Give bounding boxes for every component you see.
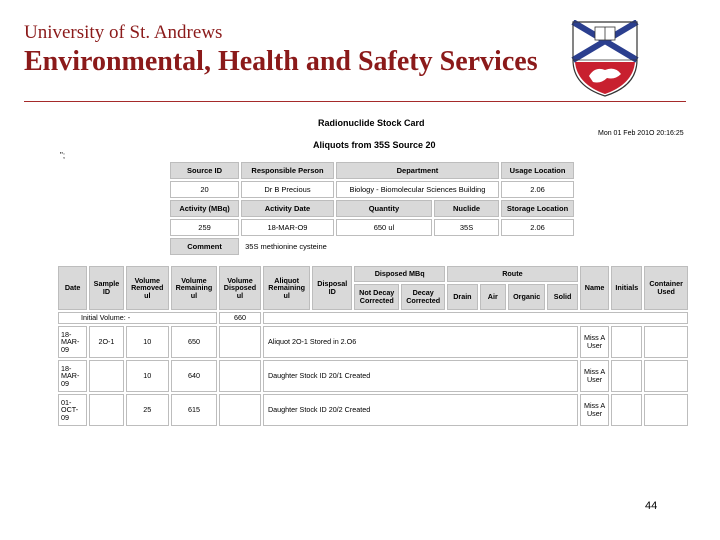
university-name: University of St. Andrews <box>24 22 223 43</box>
header-air: Air <box>480 284 506 310</box>
header-volume-remaining: Volume Remaining ul <box>171 266 217 310</box>
row-volume-disposed <box>219 394 261 426</box>
row-container <box>644 326 688 358</box>
info-value-row-1 <box>170 181 574 198</box>
row-name: Miss A User <box>580 326 610 358</box>
row-initials <box>611 360 642 392</box>
stray-quote-mark: "; <box>60 151 66 160</box>
row-volume-remaining: 640 <box>171 360 217 392</box>
row-initials <box>611 326 642 358</box>
row-volume-removed: 25 <box>126 394 169 426</box>
row-description: Aliquot 2O-1 Stored in 2.O6 <box>263 326 578 358</box>
header-date: Date <box>58 266 87 310</box>
row-description: Daughter Stock ID 20/2 Created <box>263 394 578 426</box>
card-title: Radionuclide Stock Card <box>318 118 425 128</box>
info-header-row-1 <box>170 162 574 179</box>
card-timestamp: Mon 01 Feb 201O 20:16:25 <box>598 130 684 137</box>
header-activity-date: Activity Date <box>241 200 334 217</box>
info-value-row-2 <box>170 219 574 236</box>
row-volume-removed: 10 <box>126 360 169 392</box>
header-comment: Comment <box>170 238 239 255</box>
value-activity-date: 18-MAR-O9 <box>241 219 334 236</box>
value-nuclide: 35S <box>434 219 499 236</box>
card-subtitle: Aliquots from 35S Source 20 <box>313 140 436 150</box>
row-container <box>644 360 688 392</box>
header-container-used: Container Used <box>644 266 688 310</box>
row-initials <box>611 394 642 426</box>
initial-volume-value: 660 <box>219 312 261 324</box>
header-sample-id: Sample ID <box>89 266 123 310</box>
row-name: Miss A User <box>580 394 610 426</box>
header-route: Route <box>447 266 578 282</box>
header-department: Department <box>336 162 499 179</box>
initial-volume-spacer <box>263 312 688 324</box>
table-row <box>58 360 688 392</box>
table-row <box>58 326 688 358</box>
header-decay-corrected: Decay Corrected <box>401 284 445 310</box>
header-volume-removed: Volume Removed ul <box>126 266 169 310</box>
row-date: 18-MAR-09 <box>58 360 87 392</box>
row-volume-removed: 10 <box>126 326 169 358</box>
header-organic: Organic <box>508 284 546 310</box>
value-source-id: 20 <box>170 181 239 198</box>
header-nuclide: Nuclide <box>434 200 499 217</box>
header-activity: Activity (MBq) <box>170 200 239 217</box>
value-responsible-person: Dr B Precious <box>241 181 334 198</box>
initial-volume-row <box>58 312 688 324</box>
value-usage-location: 2.06 <box>501 181 574 198</box>
row-volume-disposed <box>219 360 261 392</box>
source-info-table <box>168 160 576 257</box>
department-title: Environmental, Health and Safety Services <box>24 46 538 77</box>
table-row <box>58 394 688 426</box>
row-description: Daughter Stock ID 20/1 Created <box>263 360 578 392</box>
header-divider <box>24 101 686 102</box>
row-sample-id: 2O-1 <box>89 326 123 358</box>
header-source-id: Source ID <box>170 162 239 179</box>
row-volume-disposed <box>219 326 261 358</box>
initial-volume-label: Initial Volume: - <box>58 312 217 324</box>
header-aliquot-remaining: Aliquot Remaining ul <box>263 266 310 310</box>
row-container <box>644 394 688 426</box>
row-name: Miss A User <box>580 360 610 392</box>
row-sample-id <box>89 394 123 426</box>
row-volume-remaining: 650 <box>171 326 217 358</box>
value-quantity: 650 ul <box>336 219 432 236</box>
value-activity: 259 <box>170 219 239 236</box>
aliquot-table <box>56 264 690 428</box>
value-comment: 35S methionine cysteine <box>241 238 574 255</box>
header-drain: Drain <box>447 284 478 310</box>
header-quantity: Quantity <box>336 200 432 217</box>
header-name: Name <box>580 266 610 310</box>
header-not-decay-corrected: Not Decay Corrected <box>354 284 399 310</box>
value-storage-location: 2.06 <box>501 219 574 236</box>
header-disposal-id: Disposal ID <box>312 266 352 310</box>
header-usage-location: Usage Location <box>501 162 574 179</box>
info-header-row-2 <box>170 200 574 217</box>
row-date: 18-MAR-09 <box>58 326 87 358</box>
main-header-row-1 <box>58 266 688 282</box>
header-responsible-person: Responsible Person <box>241 162 334 179</box>
university-crest-icon <box>571 20 639 98</box>
header-disposed-mbq: Disposed MBq <box>354 266 445 282</box>
value-department: Biology - Biomolecular Sciences Building <box>336 181 499 198</box>
row-volume-remaining: 615 <box>171 394 217 426</box>
page-number: 44 <box>645 500 658 512</box>
header-solid: Solid <box>547 284 577 310</box>
row-sample-id <box>89 360 123 392</box>
row-date: 01-OCT-09 <box>58 394 87 426</box>
header-volume-disposed: Volume Disposed ul <box>219 266 261 310</box>
info-comment-row <box>170 238 574 255</box>
header-initials: Initials <box>611 266 642 310</box>
header-storage-location: Storage Location <box>501 200 574 217</box>
